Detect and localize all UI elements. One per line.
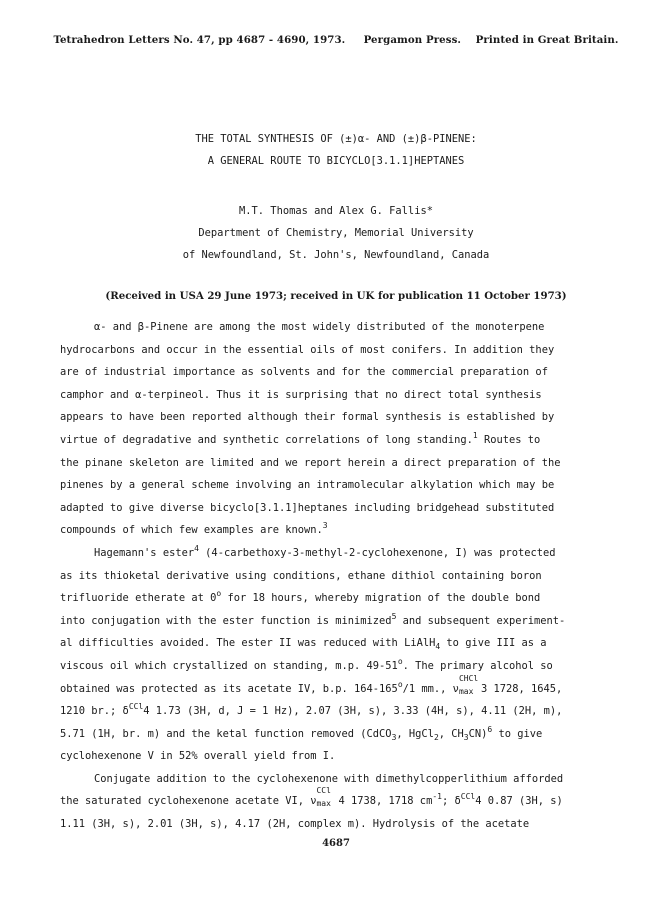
affiliation-line-2: of Newfoundland, St. John's, Newfoundland, Canada [182, 249, 490, 261]
body-text: viscous oil which crystallized on standing, m.p. 49-51 [60, 659, 398, 672]
body-line [60, 610, 620, 633]
subscript: 2 [433, 732, 439, 742]
body-text: 3 1728, 1645, [480, 682, 563, 695]
solvent-label: CCl [316, 786, 331, 796]
received-dates: (Received in USA 29 June 1973; received in UK for publication 11 October 1973) [105, 290, 567, 302]
body-line [60, 429, 620, 452]
running-header [0, 34, 672, 46]
body-line: the pinane skeleton are limited and we report herein a direct preparation of the [60, 456, 561, 469]
reference-marker: 4 [194, 543, 199, 553]
body-line [60, 786, 620, 813]
body-line: as its thioketal derivative using conditions, ethane dithiol containing boron [60, 569, 542, 582]
body-line [60, 632, 620, 655]
body-line: are of industrial importance as solvents and for the commercial preparation of [60, 366, 548, 379]
nu-max-solvent [458, 673, 481, 696]
title-line-1: THE TOTAL SYNTHESIS OF (±)α- AND (±)β-PINENE: [195, 133, 477, 145]
reference-marker: 3 [322, 521, 328, 531]
body-text: and subsequent experiment- [396, 614, 566, 627]
body-line: Conjugate addition to the cyclohexenone with dimethylcopperlithium afforded [94, 772, 564, 785]
body-text: trifluoride etherate at 0 [60, 592, 217, 605]
body-text: CN) [468, 727, 488, 740]
solvent-label: CHCl [458, 673, 479, 683]
author-names: M.T. Thomas and Alex G. Fallis* [239, 205, 433, 217]
affiliation-line-1: Department of Chemistry, Memorial University [198, 227, 474, 239]
degree-sign: o [216, 589, 222, 599]
solvent-label: CCl [460, 792, 476, 802]
reference-marker: 6 [487, 724, 493, 734]
body-text: 4 1.73 (3H, d, J = 1 Hz), 2.07 (3H, s), 3.33 (4H, s), 4.11 (2H, m), [143, 705, 563, 718]
body-line: cyclohexenone V in 52% overall yield from I. [60, 750, 336, 763]
body-text: al difficulties avoided. The ester II was reduced with LiAlH [60, 637, 436, 650]
title-line-2: A GENERAL ROUTE TO BICYCLO[3.1.1]HEPTANES [207, 155, 465, 167]
body-line [60, 519, 620, 542]
body-text: ; δ [441, 795, 461, 808]
body-line: 1.11 (3H, s), 2.01 (3H, s), 4.17 (2H, complex m). Hydrolysis of the acetate [60, 818, 530, 831]
superscript: -1 [432, 792, 442, 802]
printed-in: Printed in Great Britain. [475, 34, 619, 46]
subscript: 4 [435, 642, 441, 652]
body-line: adapted to give diverse bicyclo[3.1.1]heptanes including bridgehead substituted [60, 501, 555, 514]
body-text: virtue of degradative and synthetic correlations of long standing. [60, 433, 473, 446]
body-line: hydrocarbons and occur in the essential oils of most conifers. In addition they [60, 343, 555, 356]
body-text: the saturated cyclohexenone acetate VI, ν [60, 795, 317, 808]
body-line: α- and β-Pinene are among the most widely distributed of the monoterpene [94, 321, 545, 333]
body-line [60, 723, 620, 746]
max-label: max [316, 799, 331, 809]
body-text: , HgCl [396, 727, 434, 740]
body-text: to give [492, 727, 543, 740]
max-label: max [458, 686, 474, 696]
solvent-label: CCl [128, 702, 144, 712]
body-text: into conjugation with the ester function is minimized [60, 614, 392, 627]
body-text: Routes to [477, 433, 541, 446]
body-text: . The primary alcohol so [402, 659, 553, 672]
body-line [60, 542, 620, 565]
body-line [60, 673, 620, 701]
reference-marker: 5 [391, 611, 397, 621]
body-text: /1 mm., ν [402, 682, 459, 695]
body-text: compounds of which few examples are known. [60, 524, 323, 537]
body-text: 4 1738, 1718 cm [338, 795, 433, 808]
body-text: , CH [438, 727, 464, 740]
article-body [60, 316, 620, 836]
body-text: 5.71 (1H, br. m) and the ketal function removed (CdCO [60, 727, 392, 740]
body-text: 4 0.87 (3H, s) [475, 795, 563, 808]
body-text: Hagemann's ester [94, 546, 195, 559]
body-line [60, 587, 620, 610]
subscript: 3 [463, 732, 469, 742]
body-line: pinenes by a general scheme involving an intramolecular alkylation which may be [60, 479, 555, 492]
subscript: 3 [391, 732, 397, 742]
degree-sign: o [397, 656, 403, 666]
body-line: camphor and α-terpineol. Thus it is surprising that no direct total synthesis [60, 388, 542, 401]
citation: Tetrahedron Letters No. 47, pp 4687 - 4690, 1973. [53, 34, 346, 46]
page-number: 4687 [322, 838, 350, 849]
degree-sign: o [397, 679, 403, 689]
body-line [60, 700, 620, 723]
body-text: for 18 hours, whereby migration of the double bond [221, 592, 541, 605]
body-text: (4-carbethoxy-3-methyl-2-cyclohexenone, I) was protected [198, 546, 556, 559]
body-line [60, 655, 620, 678]
body-text: to give III as a [440, 637, 547, 650]
body-text: obtained was protected as its acetate IV, b.p. 164-165 [60, 682, 398, 695]
publisher: Pergamon Press. [363, 34, 462, 46]
body-line: appears to have been reported although their formal synthesis is established by [60, 411, 555, 424]
reference-marker: 1 [472, 430, 478, 440]
body-text: 1210 br.; δ [60, 705, 129, 718]
nu-max-solvent [316, 786, 338, 809]
